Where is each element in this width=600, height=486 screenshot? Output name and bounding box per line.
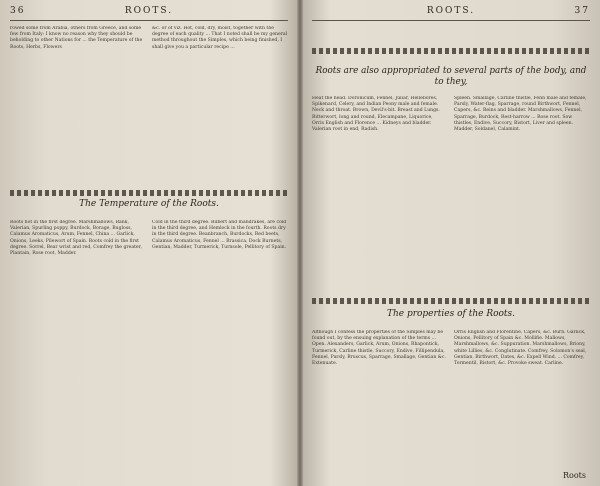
left-top-column-a: rowed some from Arabia, others from Greece, and some few from Italy: I know no reason why they should be beholding to other Nations for ... the Temperature of the Roots, Herbs, Flowers	[10, 26, 143, 50]
left-section-title: The Temperature of the Roots.	[79, 199, 219, 209]
right-running-head	[312, 6, 590, 21]
left-running-title: ROOTS.	[124, 6, 174, 16]
right-properties-column-b: Orris English and Florentine, Capers, &c. Burn. Garlick, Onions, Pellitory of Spain &c. Mollifie. Mallows, Marshmallows, &c. Suppuration. Marshmallows, Briony, white Lillies, &c. Conglutinate. Comfrey, Solomon's seal, Gentian, Birthwort, Dates, &c. Expell Wind. ... Comfrey, Tormentil, Bistort, &c. Provoke sweat. Carline.	[454, 330, 587, 367]
right-body-column-b: Spleen. Smallage, Carline thistle, Fenn male and female, Parsly, Water-flag, Sparrage, round Birthwort, Fennel, Capers, &c. Reins and bladder. Marshmallows, Fennel, Sparrage, Burdock, Rest-harrow ... Rose root. Sow thistles, Endive, Succory, Bistort, Liver and spleen. Madder, Soldanel, Calamint.	[454, 96, 587, 133]
right-section-title-properties: The properties of the Roots.	[386, 309, 516, 319]
right-section-title-appropriated: Roots are also appropriated to several parts of the body, and to they,	[315, 66, 587, 87]
right-properties-column-a: Although I confess the properties of the Simples may be found out, by the ensuing explanation of the terms ... Open. Alexanders, Garlick, Arum, Onions, Rhapontick, Turmerick, Carline thistle, Succory, Endive, Fillipendula, Fennel, Parsly, Bruscus, Sparrage, Smallage, Gentian &c. Extenuate.	[312, 330, 446, 367]
right-page-number: 37	[574, 6, 590, 16]
right-page	[302, 0, 600, 486]
right-ornament-rule-mid	[312, 298, 590, 304]
right-ornament-rule-top	[312, 48, 590, 54]
left-page	[0, 0, 298, 486]
right-body-column-a: Heat the head. Doronicum, Fennel, Juliar, Hellebores, Spikenard, Celery, and Indian Peony male and female. Neck and throat. Brown, Devil's-bit. Breast and Lungs. Bitterwort, long and round, Elecampane, Liquorice, Orris English and Florence ... Kidneys and bladder. Valerian root in end, Radish.	[312, 96, 440, 133]
left-page-number: 36	[10, 6, 26, 16]
left-top-column-b: &c. or of viz. Hot, cold, dry, moist, together with the degree of each quality ... That I noted shall be my general method throughout the Simples, which being finished, I shall give you a particular recipe ...	[152, 26, 288, 50]
left-body-column-b: Cold in the third degree. Bilbert and mandrakes, are cold in the third degree, and Hemlock in the fourth. Roots dry in the third degree. Beanbranch, Burdocks, Red beets, Calamus Aromaticus, Fennel ... Brassica, Dock Burnets, Gentian, Madder, Turmerick, Turnsole, Pellitory of Spain.	[152, 220, 287, 250]
right-running-title: ROOTS.	[426, 6, 476, 16]
left-ornament-rule	[10, 190, 288, 196]
right-catchword: Roots	[563, 471, 586, 480]
left-running-head	[10, 6, 288, 21]
left-body-column-a: Roots hot in the first degree. Marshmallows, Bank, Valerian, Spurling poppy, Burdock, Borage, Bugloss, Calamus Aromaticus, Arum, Fennel, China ... Garlick, Onions, Leeks, Pilewort of Spain. Roots cold in the first degree. Sorrel, Bear wrist and red, Comfrey the greater, Plantain, Rose root, Madder.	[10, 220, 142, 257]
